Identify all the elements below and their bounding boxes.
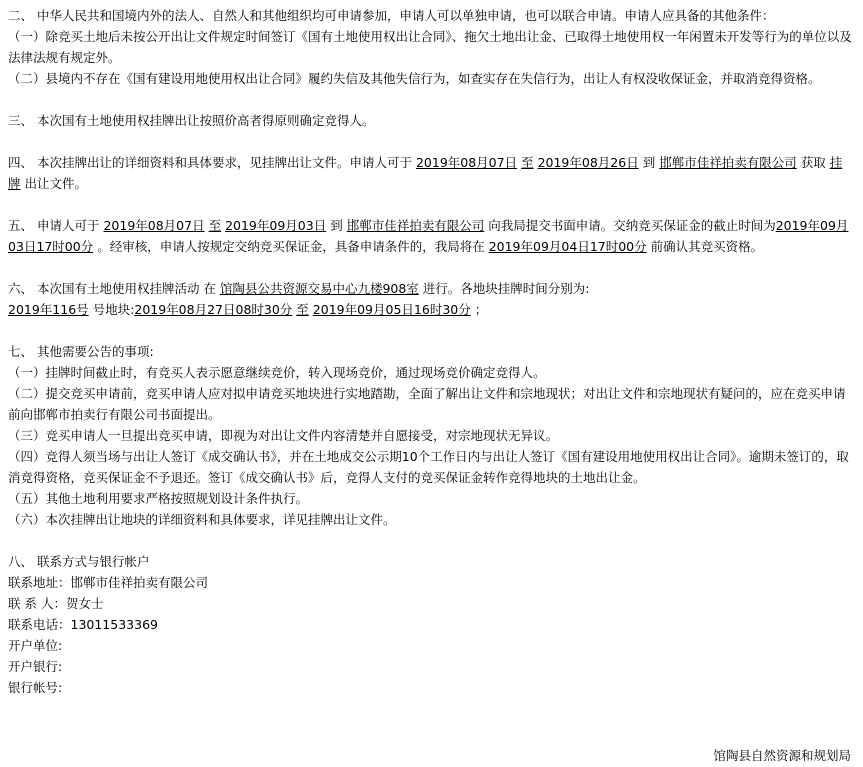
section-2-item-2: （二）县境内不存在《国有建设用地使用权出让合同》履约失信及其他失信行为，如查实存在失信行为，出让人有权没收保证金，并取消竞得资格。 <box>8 71 821 86</box>
section-7-item: （一）挂牌时间截止时，有竞买人表示愿意继续竞价，转入现场竞价，通过现场竞价确定竞得人。 <box>8 365 546 380</box>
s5-company: 邯郸市佳祥拍卖有限公司 <box>346 218 485 233</box>
section-7-item: （六）本次挂牌出让地块的详细资料和具体要求，详见挂牌出让文件。 <box>8 512 396 527</box>
s6-lot-label: 号地块: <box>92 302 135 317</box>
s5-text-c: 。经审核，申请人按规定交纳竞买保证金，具备申请条件的，我局将在 <box>97 239 485 254</box>
s4-tail: 出让文件。 <box>24 176 88 191</box>
s6-place: 馆陶县公共资源交易中心九楼908室 <box>219 281 419 296</box>
s6-time-start: 2019年08月27日08时30分 <box>134 302 293 317</box>
section-2-intro: 二、 中华人民共和国境内外的法人、自然人和其他组织均可申请参加，申请人可以单独申请，也可以联合申请。申请人应具备的其他条件： <box>8 8 775 23</box>
section-6-text: 六、 本次国有土地使用权挂牌活动 在 <box>8 281 216 296</box>
contact-phone: 联系电话：13011533369 <box>8 617 158 632</box>
s5-date-end: 2019年09月03日 <box>225 218 327 233</box>
s4-to: 至 <box>521 155 534 170</box>
section-8-title: 八、 联系方式与银行帐户 <box>8 554 150 569</box>
s6-text-b: 进行。各地块挂牌时间分别为: <box>422 281 590 296</box>
account-bank: 开户银行: <box>8 659 63 674</box>
s5-confirm-deadline: 2019年09月04日17时00分 <box>488 239 647 254</box>
section-5-text: 五、 申请人可于 <box>8 218 100 233</box>
section-7-item: （三）竞买申请人一旦提出竞买申请，即视为对出让文件内容清楚并自愿接受，对宗地现状无异议。 <box>8 428 559 443</box>
section-4-text: 四、 本次挂牌出让的详细资料和具体要求，见挂牌出让文件。申请人可于 <box>8 155 412 170</box>
s4-at: 到 <box>642 155 656 170</box>
section-6 <box>8 278 853 299</box>
section-7-item: （二）提交竞买申请前，竞买申请人应对拟申请竞买地块进行实地踏勘，全面了解出让文件和宗地现状；对出让文件和宗地现状有疑问的，应在竞买申请前向邯郸市拍卖行有限公司书面提出。 <box>8 386 846 422</box>
s4-date-end: 2019年08月26日 <box>537 155 639 170</box>
account-unit: 开户单位: <box>8 638 63 653</box>
section-4 <box>8 152 853 194</box>
s5-text-b: 向我局提交书面申请。交纳竞买保证金的截止时间为 <box>488 218 776 233</box>
s5-text-d: 前确认其竞买资格。 <box>650 239 764 254</box>
contact-person: 联 系 人：贺女士 <box>8 596 104 611</box>
section-7-item: （四）竞得人须当场与出让人签订《成交确认书》，并在土地成交公示期10个工作日内与出让人签订《国有建设用地使用权出让合同》。逾期未签订的，取消竞得资格，竞买保证金不予退还。签订《成交确认书》后，竞得人支付的竞买保证金转作竞得地块的土地出让金。 <box>8 449 849 485</box>
s4-get: 获取 <box>800 155 826 170</box>
section-2-item-1: （一）除竞买土地后未按公开出让文件规定时间签订《国有土地使用权出让合同》、拖欠土地出让金、已取得土地使用权一年闲置未开发等行为的单位以及法律法规有规定外。 <box>8 29 852 65</box>
section-5 <box>8 215 853 257</box>
s6-lot-number: 2019年116号 <box>8 302 89 317</box>
issuer-signature: 馆陶县自然资源和规划局 <box>713 748 851 763</box>
s5-to: 至 <box>208 218 222 233</box>
section-6-lot <box>8 299 853 320</box>
section-3: 三、 本次国有土地使用权挂牌出让按照价高者得原则确定竞得人。 <box>8 113 375 128</box>
s5-at: 到 <box>330 218 343 233</box>
section-7-title: 七、 其他需要公告的事项: <box>8 344 154 359</box>
s6-end: ； <box>474 302 488 317</box>
account-number: 银行帐号: <box>8 680 63 695</box>
s4-listing: 挂牌 <box>8 155 843 191</box>
s4-date-start: 2019年08月07日 <box>415 155 518 170</box>
notice-document <box>8 5 853 698</box>
s5-date-start: 2019年08月07日 <box>103 218 205 233</box>
s5-deposit-deadline: 2019年09月03日17时00分 <box>8 218 849 254</box>
section-7-item: （五）其他土地利用要求严格按照规划设计条件执行。 <box>8 491 309 506</box>
s6-time-end: 2019年09月05日16时30分 <box>312 302 471 317</box>
s4-company: 邯郸市佳祥拍卖有限公司 <box>659 155 797 170</box>
contact-address: 联系地址：邯郸市佳祥拍卖有限公司 <box>8 575 209 590</box>
s6-to: 至 <box>296 302 309 317</box>
